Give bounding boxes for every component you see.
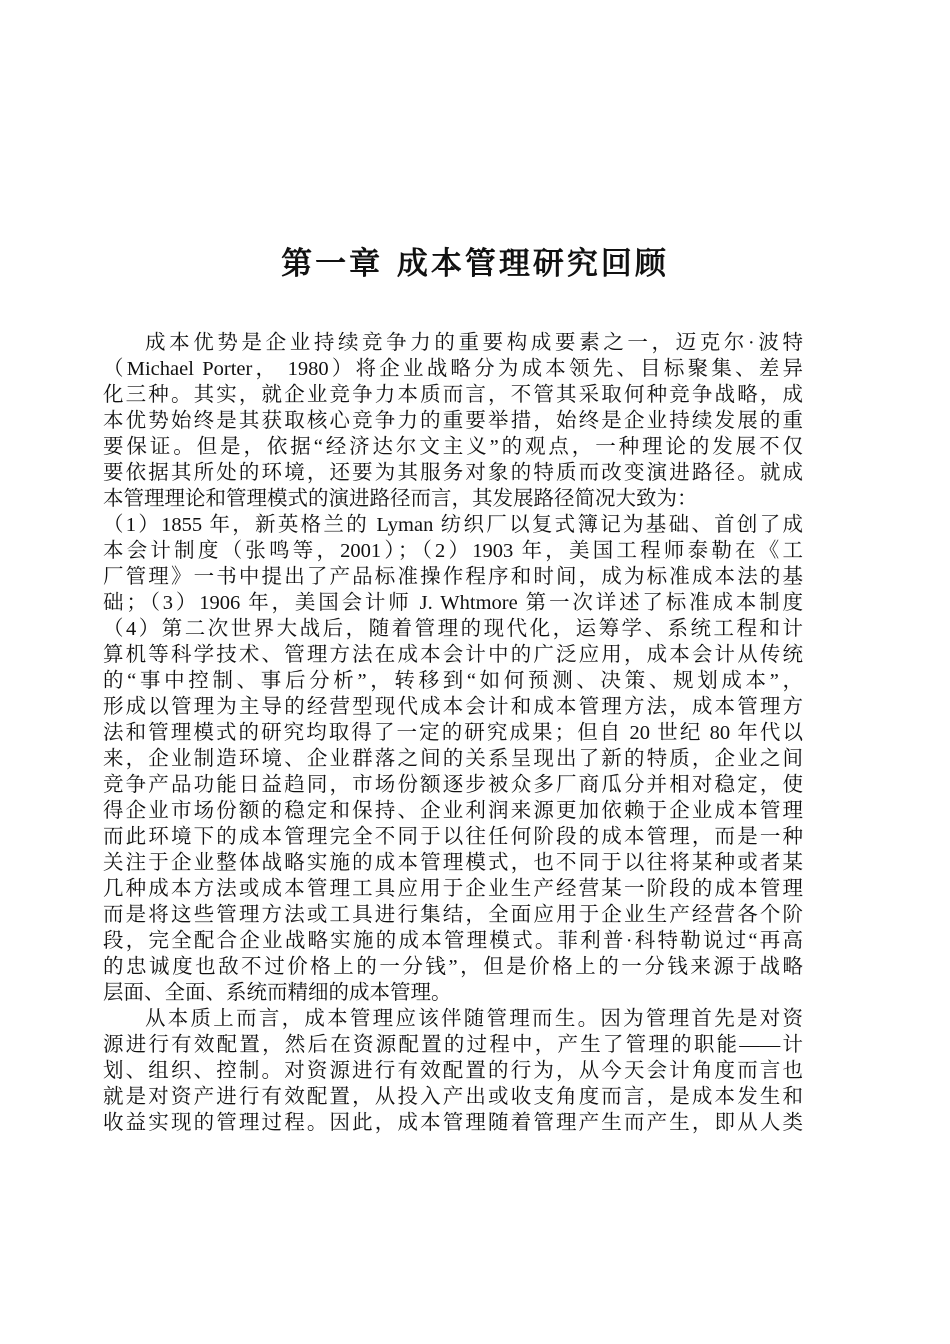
- paragraph-line: 关注于企业整体战略实施的成本管理模式，也不同于以往将某种或者某: [103, 852, 803, 874]
- paragraph-line: 法和管理模式的研究均取得了一定的研究成果；但自 20 世纪 80 年代以: [103, 722, 803, 744]
- paragraph-line: 础；（3）1906 年，美国会计师 J. Whtmore 第一次详述了标准成本制度: [103, 592, 803, 614]
- paragraph-line: 从本质上而言，成本管理应该伴随管理而生。因为管理首先是对资: [145, 1008, 803, 1030]
- paragraph-line: 算机等科学技术、管理方法在成本会计中的广泛应用，成本会计从传统: [103, 644, 803, 666]
- paragraph-line: 段，完全配合企业战略实施的成本管理模式。菲利普·科特勒说过“再高: [103, 930, 803, 952]
- paragraph-line: 几种成本方法或成本管理工具应用于企业生产经营某一阶段的成本管理: [103, 878, 803, 900]
- paragraph-line: 的“事中控制、事后分析”，转移到“如何预测、决策、规划成本”，: [103, 670, 803, 692]
- paragraph-line: 划、组织、控制。对资源进行有效配置的行为，从今天会计角度而言也: [103, 1060, 803, 1082]
- paragraph-line: 而此环境下的成本管理完全不同于以往任何阶段的成本管理，而是一种: [103, 826, 803, 848]
- paragraph-line: 层面、全面、系统而精细的成本管理。: [103, 982, 452, 1004]
- paragraph-line: 的忠诚度也敌不过价格上的一分钱”，但是价格上的一分钱来源于战略: [103, 956, 803, 978]
- paragraph-line: 本管理理论和管理模式的演进路径而言，其发展路径简况大致为：: [103, 488, 698, 510]
- paragraph-line: 化三种。其实，就企业竞争力本质而言，不管其采取何种竞争战略，成: [103, 384, 803, 406]
- paragraph-line: 得企业市场份额的稳定和保持、企业利润来源更加依赖于企业成本管理: [103, 800, 803, 822]
- paragraph-line: （Michael Porter， 1980）将企业战略分为成本领先、目标聚集、差异: [103, 358, 803, 380]
- paragraph-line: 而是将这些管理方法或工具进行集结，全面应用于企业生产经营各个阶: [103, 904, 803, 926]
- paragraph-line: （4）第二次世界大战后，随着管理的现代化，运筹学、系统工程和计: [103, 618, 803, 640]
- paragraph-line: 竞争产品功能日益趋同，市场份额逐步被众多厂商瓜分并相对稳定，使: [103, 774, 803, 796]
- paragraph-line: 要依据其所处的环境，还要为其服务对象的特质而改变演进路径。就成: [103, 462, 803, 484]
- paragraph-line: 要保证。但是，依据“经济达尔文主义”的观点，一种理论的发展不仅: [103, 436, 803, 458]
- paragraph-line: 就是对资产进行有效配置，从投入产出或收支角度而言，是成本发生和: [103, 1086, 803, 1108]
- chapter-title: 第一章 成本管理研究回顾: [281, 246, 669, 282]
- paragraph-line: 来，企业制造环境、企业群落之间的关系呈现出了新的特质，企业之间: [103, 748, 803, 770]
- body-text: [103, 330, 803, 1136]
- paragraph-line: 收益实现的管理过程。因此，成本管理随着管理产生而产生，即从人类: [103, 1112, 803, 1134]
- paragraph-line: 厂管理》一书中提出了产品标准操作程序和时间，成为标准成本法的基: [103, 566, 803, 588]
- paragraph-line: 本会计制度（张鸣等，2001）；（2）1903 年，美国工程师泰勒在《工: [103, 540, 803, 562]
- paragraph-line: 源进行有效配置，然后在资源配置的过程中，产生了管理的职能——计: [103, 1034, 803, 1056]
- paragraph-line: 形成以管理为主导的经营型现代成本会计和成本管理方法，成本管理方: [103, 696, 803, 718]
- paragraph-line: 本优势始终是其获取核心竞争力的重要举措，始终是企业持续发展的重: [103, 410, 803, 432]
- paragraph-line: 成本优势是企业持续竞争力的重要构成要素之一，迈克尔·波特: [145, 332, 803, 354]
- paragraph-line: （1）1855 年，新英格兰的 Lyman 纺织厂以复式簿记为基础、首创了成: [103, 514, 803, 536]
